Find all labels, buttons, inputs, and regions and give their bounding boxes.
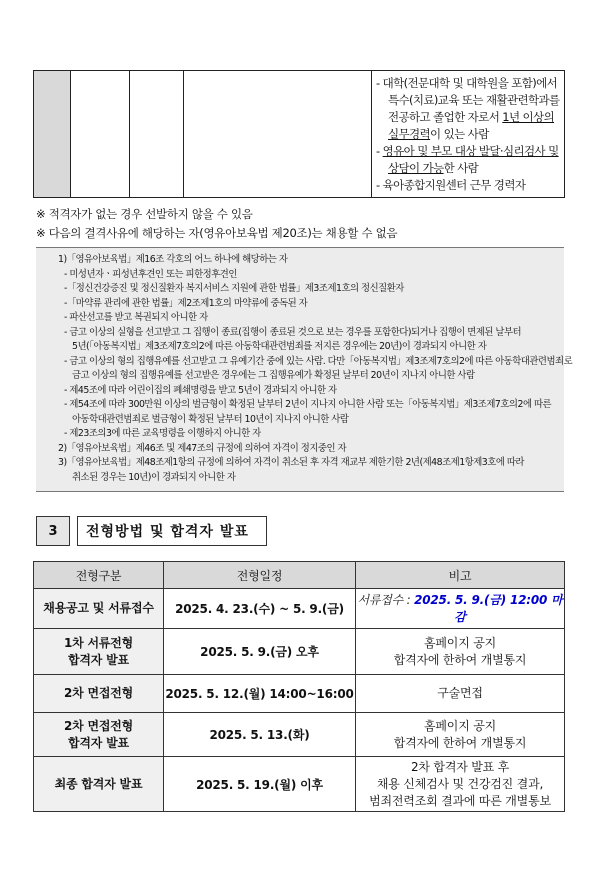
note-cell: 2차 합격자 발표 후 채용 신체검사 및 건강검진 결과, 범죄전력조회 결과에 따른 개별통보: [356, 757, 565, 812]
requirements-cell: [372, 71, 565, 198]
date-cell: 2025. 5. 13.(화): [164, 713, 356, 757]
disqualification-item: - 미성년자ㆍ피성년후견인 또는 피한정후견인: [64, 268, 237, 280]
stage-cell: 2차 면접전형 합격자 발표: [34, 713, 164, 757]
requirement-text: - 대학(전문대학 및 대학원을 포함)에서 특수(치료)교육 또는 재활관련학과를 전공하고 졸업한 자로서: [376, 76, 560, 124]
empty-cell: [184, 71, 372, 198]
note-cell: 홈페이지 공지 합격자에 한하여 개별통지: [356, 629, 565, 675]
note-cell: [356, 589, 565, 629]
disqualification-box: [36, 247, 573, 492]
stage-cell: 2차 면접전형: [34, 675, 164, 713]
disqualification-item: 5년(「아동복지법」제3조제7호의2에 따른 아동학대관련범죄를 저지른 경우에는 20년)이 경과되지 아니한 자: [72, 341, 487, 352]
requirement-text: - 육아종합지원센터 근무 경력자: [376, 178, 526, 192]
requirements-row: [34, 71, 565, 198]
requirement-item: [376, 143, 560, 177]
disqualification-item: 금고 이상의 형의 집행유예를 선고받은 경우에는 그 집행유예가 확정된 날부터 20년이 지나지 아니한 사람: [72, 370, 475, 381]
underlined-text: 영유아 및 부모 대상 발달·심리검사 및 상담이 가능: [382, 144, 559, 175]
stage-cell: 1차 서류전형 합격자 발표: [34, 629, 164, 675]
note-cell: 구술면접: [356, 675, 565, 713]
schedule-table: [33, 561, 565, 812]
empty-cell: [130, 71, 184, 198]
date-cell: 2025. 4. 23.(수) ~ 5. 9.(금): [164, 589, 356, 629]
disqualification-item: 취소된 경우는 10년)이 경과되지 아니한 자: [72, 471, 236, 483]
schedule-row: [34, 589, 565, 629]
row-header-cell: [34, 71, 71, 198]
section-number: 3: [36, 516, 70, 546]
schedule-row: [34, 629, 565, 675]
empty-cell: [71, 71, 130, 198]
disqualification-item: - 금고 이상의 형의 집행유예를 선고받고 그 유예기간 중에 있는 사람. 다만「아동복지법」제3조제7호의2에 따른 아동학대관련범죄로: [64, 355, 573, 367]
disqualification-item: - 제45조에 따라 어린이집의 폐쇄명령을 받고 5년이 경과되지 아니한 자: [64, 384, 337, 396]
disqualification-item: - 제54조에 따라 300만원 이상의 벌금형이 확정된 날부터 2년이 지나지 아니한 사람 또는「아동복지법」제3조제7호의2에 따른: [64, 399, 552, 410]
stage-cell: 채용공고 및 서류접수: [34, 589, 164, 629]
disqualification-item: 3)「영유아보육법」제48조제1항의 규정에 의하여 자격이 취소된 후 자격 재교부 제한기한 2년(제48조제1항제3호에 따라: [58, 457, 524, 468]
disqualification-item: -「정신건강증진 및 정신질환자 복지서비스 지원에 관한 법률」제3조제1호의 정신질환자: [64, 283, 404, 294]
schedule-header-row: [34, 562, 565, 589]
requirement-text: 한 사람: [443, 161, 479, 175]
disqualification-item: - 파산선고를 받고 복권되지 아니한 자: [64, 312, 208, 323]
header-note: 비고: [356, 562, 565, 589]
requirement-item: [376, 75, 560, 143]
requirement-text: 이 있는 사람: [430, 127, 489, 141]
disqualification-item: 2)「영유아보육법」제46조 및 제47조의 규정에 의하여 자격이 정지중인 자: [58, 442, 347, 454]
requirements-table: [33, 70, 565, 198]
schedule-body: [34, 589, 565, 812]
disqualification-item: - 금고 이상의 실형을 선고받고 그 집행이 종료(집행이 종료된 것으로 보는 경우를 포함한다)되거나 집행이 면제된 날부터: [64, 326, 522, 338]
requirement-text: -: [376, 144, 383, 158]
date-cell: 2025. 5. 19.(월) 이후: [164, 757, 356, 812]
stage-cell: 최종 합격자 발표: [34, 757, 164, 812]
requirement-item: [376, 177, 560, 194]
requirements-list: [372, 71, 564, 194]
disqualification-item: -「마약류 관리에 관한 법률」제2조제1호의 마약류에 중독된 자: [64, 297, 308, 309]
section-title: 전형방법 및 합격자 발표: [77, 516, 267, 546]
disqualification-list: [50, 253, 573, 485]
header-stage: 전형구분: [34, 562, 164, 589]
disqualification-item: 1)「영유아보육법」제16조 각호의 어느 하나에 해당하는 자: [58, 254, 288, 265]
note-no-eligible: ※ 적격자가 없는 경우 선발하지 않을 수 있음: [36, 207, 253, 221]
schedule-row: [34, 675, 565, 713]
note-prefix: 서류접수 :: [357, 592, 415, 607]
schedule-row: [34, 713, 565, 757]
note-disqualification: ※ 다음의 결격사유에 해당하는 자(영유아보육법 제20조)는 채용할 수 없음: [36, 226, 398, 240]
schedule-row: [34, 757, 565, 812]
disqualification-item: - 제23조의3에 따른 교육명령을 이행하지 아니한 자: [64, 428, 261, 439]
disqualification-item: 아동학대관련범죄로 벌금형이 확정된 날부터 10년이 지나지 아니한 사람: [72, 413, 349, 425]
date-cell: 2025. 5. 9.(금) 오후: [164, 629, 356, 675]
header-date: 전형일정: [164, 562, 356, 589]
date-cell: 2025. 5. 12.(월) 14:00~16:00: [164, 675, 356, 713]
note-cell: 홈페이지 공지 합격자에 한하여 개별통지: [356, 713, 565, 757]
underlined-text: 1년 이상의 실무경력: [388, 110, 555, 141]
deadline-highlight: 2025. 5. 9.(금) 12:00 마감: [414, 592, 563, 624]
